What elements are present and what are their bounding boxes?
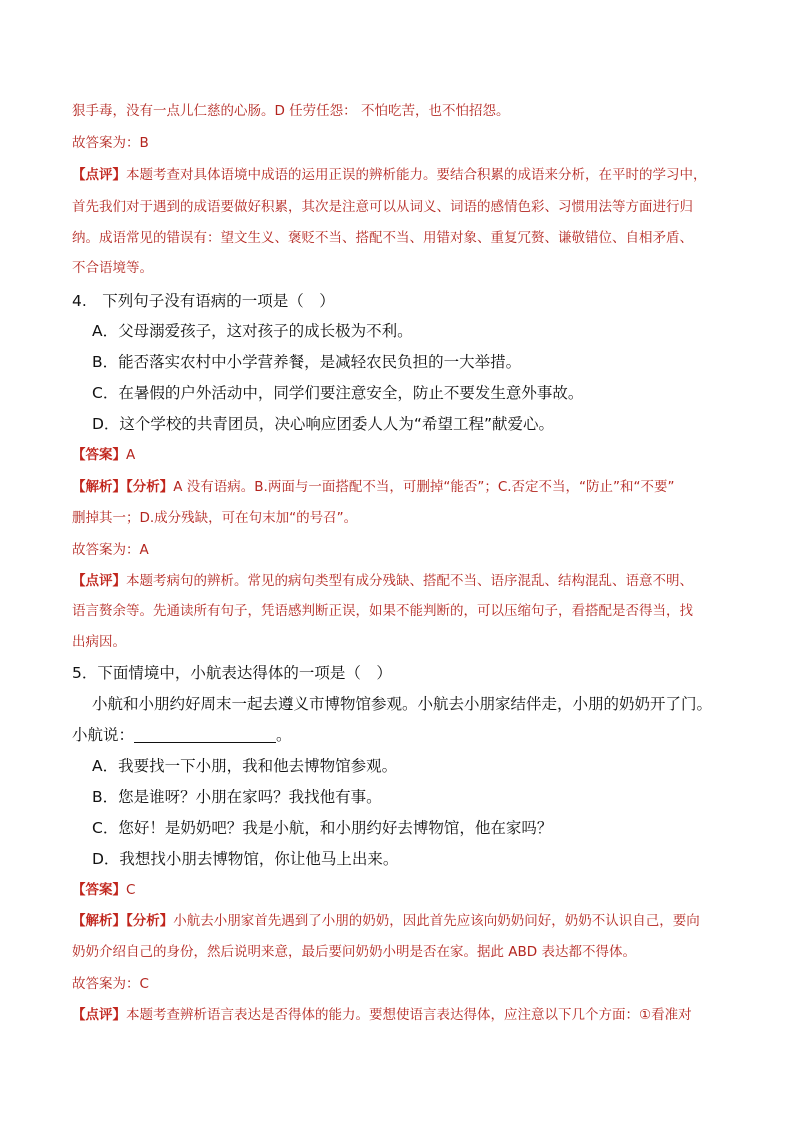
q4-stem: 4. 下列句子没有语病的一项是（ ） (72, 292, 335, 310)
q4-review-line: 语言赘余等。先通读所有句子，凭语感判断正误，如果不能判断的，可以压缩句子，看搭配是否得当，找 (72, 603, 693, 619)
answer-tag: 【答案】 (72, 882, 126, 898)
q4-answer: 【答案】A (72, 447, 136, 463)
q4-review-line: 【点评】本题考病句的辨析。常见的病句类型有成分残缺、搭配不当、语序混乱、结构混乱、语意不明、 (72, 573, 693, 589)
q5-option-b: B．您是谁呀？小朋在家吗？我找他有事。 (92, 788, 382, 806)
q5-final-answer: 故答案为：C (72, 976, 149, 992)
q4-analysis-line: 删掉其一；D.成分残缺，可在句末加“的号召”。 (72, 510, 358, 526)
q3-explanation-tail: 狠手毒，没有一点儿仁慈的心肠。D 任劳任怨： 不怕吃苦，也不怕招怨。 (72, 103, 510, 119)
q5-analysis-line: 奶奶介绍自己的身份，然后说明来意，最后要问奶奶小明是否在家。据此 ABD 表达都不得体。 (72, 944, 636, 960)
q4-option-a: A．父母溺爱孩子，这对孩子的成长极为不利。 (92, 322, 413, 340)
review-tag: 【点评】 (72, 167, 126, 183)
jiexi-tag: 【解析】 (72, 913, 126, 929)
q3-review-line: 【点评】本题考查对具体语境中成语的运用正误的辨析能力。要结合积累的成语来分析，在平时的学习中， (72, 167, 707, 183)
q4-analysis-line: 【解析】【分析】A 没有语病。B.两面与一面搭配不当，可删掉“能否”；C.否定不当，“防止”和“不要” (72, 479, 675, 495)
q3-review-line: 首先我们对于遇到的成语要做好积累，其次是注意可以从词义、词语的感情色彩、习惯用法等方面进行归 (72, 199, 693, 215)
q3-review-line: 不合语境等。 (72, 260, 153, 276)
q4-option-b: B．能否落实农村中小学营养餐，是减轻农民负担的一大举措。 (92, 353, 522, 371)
q5-analysis-line: 【解析】【分析】小航去小朋家首先遇到了小朋的奶奶，因此首先应该向奶奶问好，奶奶不认识自己，要向 (72, 913, 700, 929)
q3-review-line: 纳。成语常见的错误有：望文生义、褒贬不当、搭配不当、用错对象、重复冗赘、谦敬错位、自相矛盾、 (72, 230, 693, 246)
answer-tag: 【答案】 (72, 447, 126, 463)
q5-option-d: D．我想找小朋去博物馆，你让他马上出来。 (92, 850, 399, 868)
review-tag: 【点评】 (72, 573, 126, 589)
jiexi-tag: 【解析】 (72, 479, 126, 495)
q5-stem: 5．下面情境中，小航表达得体的一项是（ ） (72, 664, 392, 682)
fenxi-tag: 【分析】 (126, 913, 174, 929)
fenxi-tag: 【分析】 (126, 479, 174, 495)
q4-option-c: C．在暑假的户外活动中，同学们要注意安全，防止不要发生意外事故。 (92, 384, 584, 402)
review-tag: 【点评】 (72, 1007, 126, 1023)
q4-final-answer: 故答案为：A (72, 542, 149, 558)
q5-option-c: C．您好！是奶奶吧？我是小航，和小朋约好去博物馆，他在家吗？ (92, 819, 553, 837)
q3-final-answer: 故答案为：B (72, 135, 149, 151)
q5-answer: 【答案】C (72, 882, 136, 898)
q4-option-d: D．这个学校的共青团员，决心响应团委人人为“希望工程”献爱心。 (92, 415, 554, 433)
fill-in-blank (134, 728, 276, 743)
q5-context: 小航和小朋约好周末一起去遵义市博物馆参观。小航去小朋家结伴走，小朋的奶奶开了门。 (92, 695, 713, 713)
q5-review-line: 【点评】本题考查辨析语言表达是否得体的能力。要想使语言表达得体，应注意以下几个方面：①看准对 (72, 1007, 692, 1023)
q5-context-blank-line: 小航说： 。 (72, 726, 292, 744)
q5-option-a: A．我要找一下小朋，我和他去博物馆参观。 (92, 757, 398, 775)
q4-review-line: 出病因。 (72, 634, 126, 650)
